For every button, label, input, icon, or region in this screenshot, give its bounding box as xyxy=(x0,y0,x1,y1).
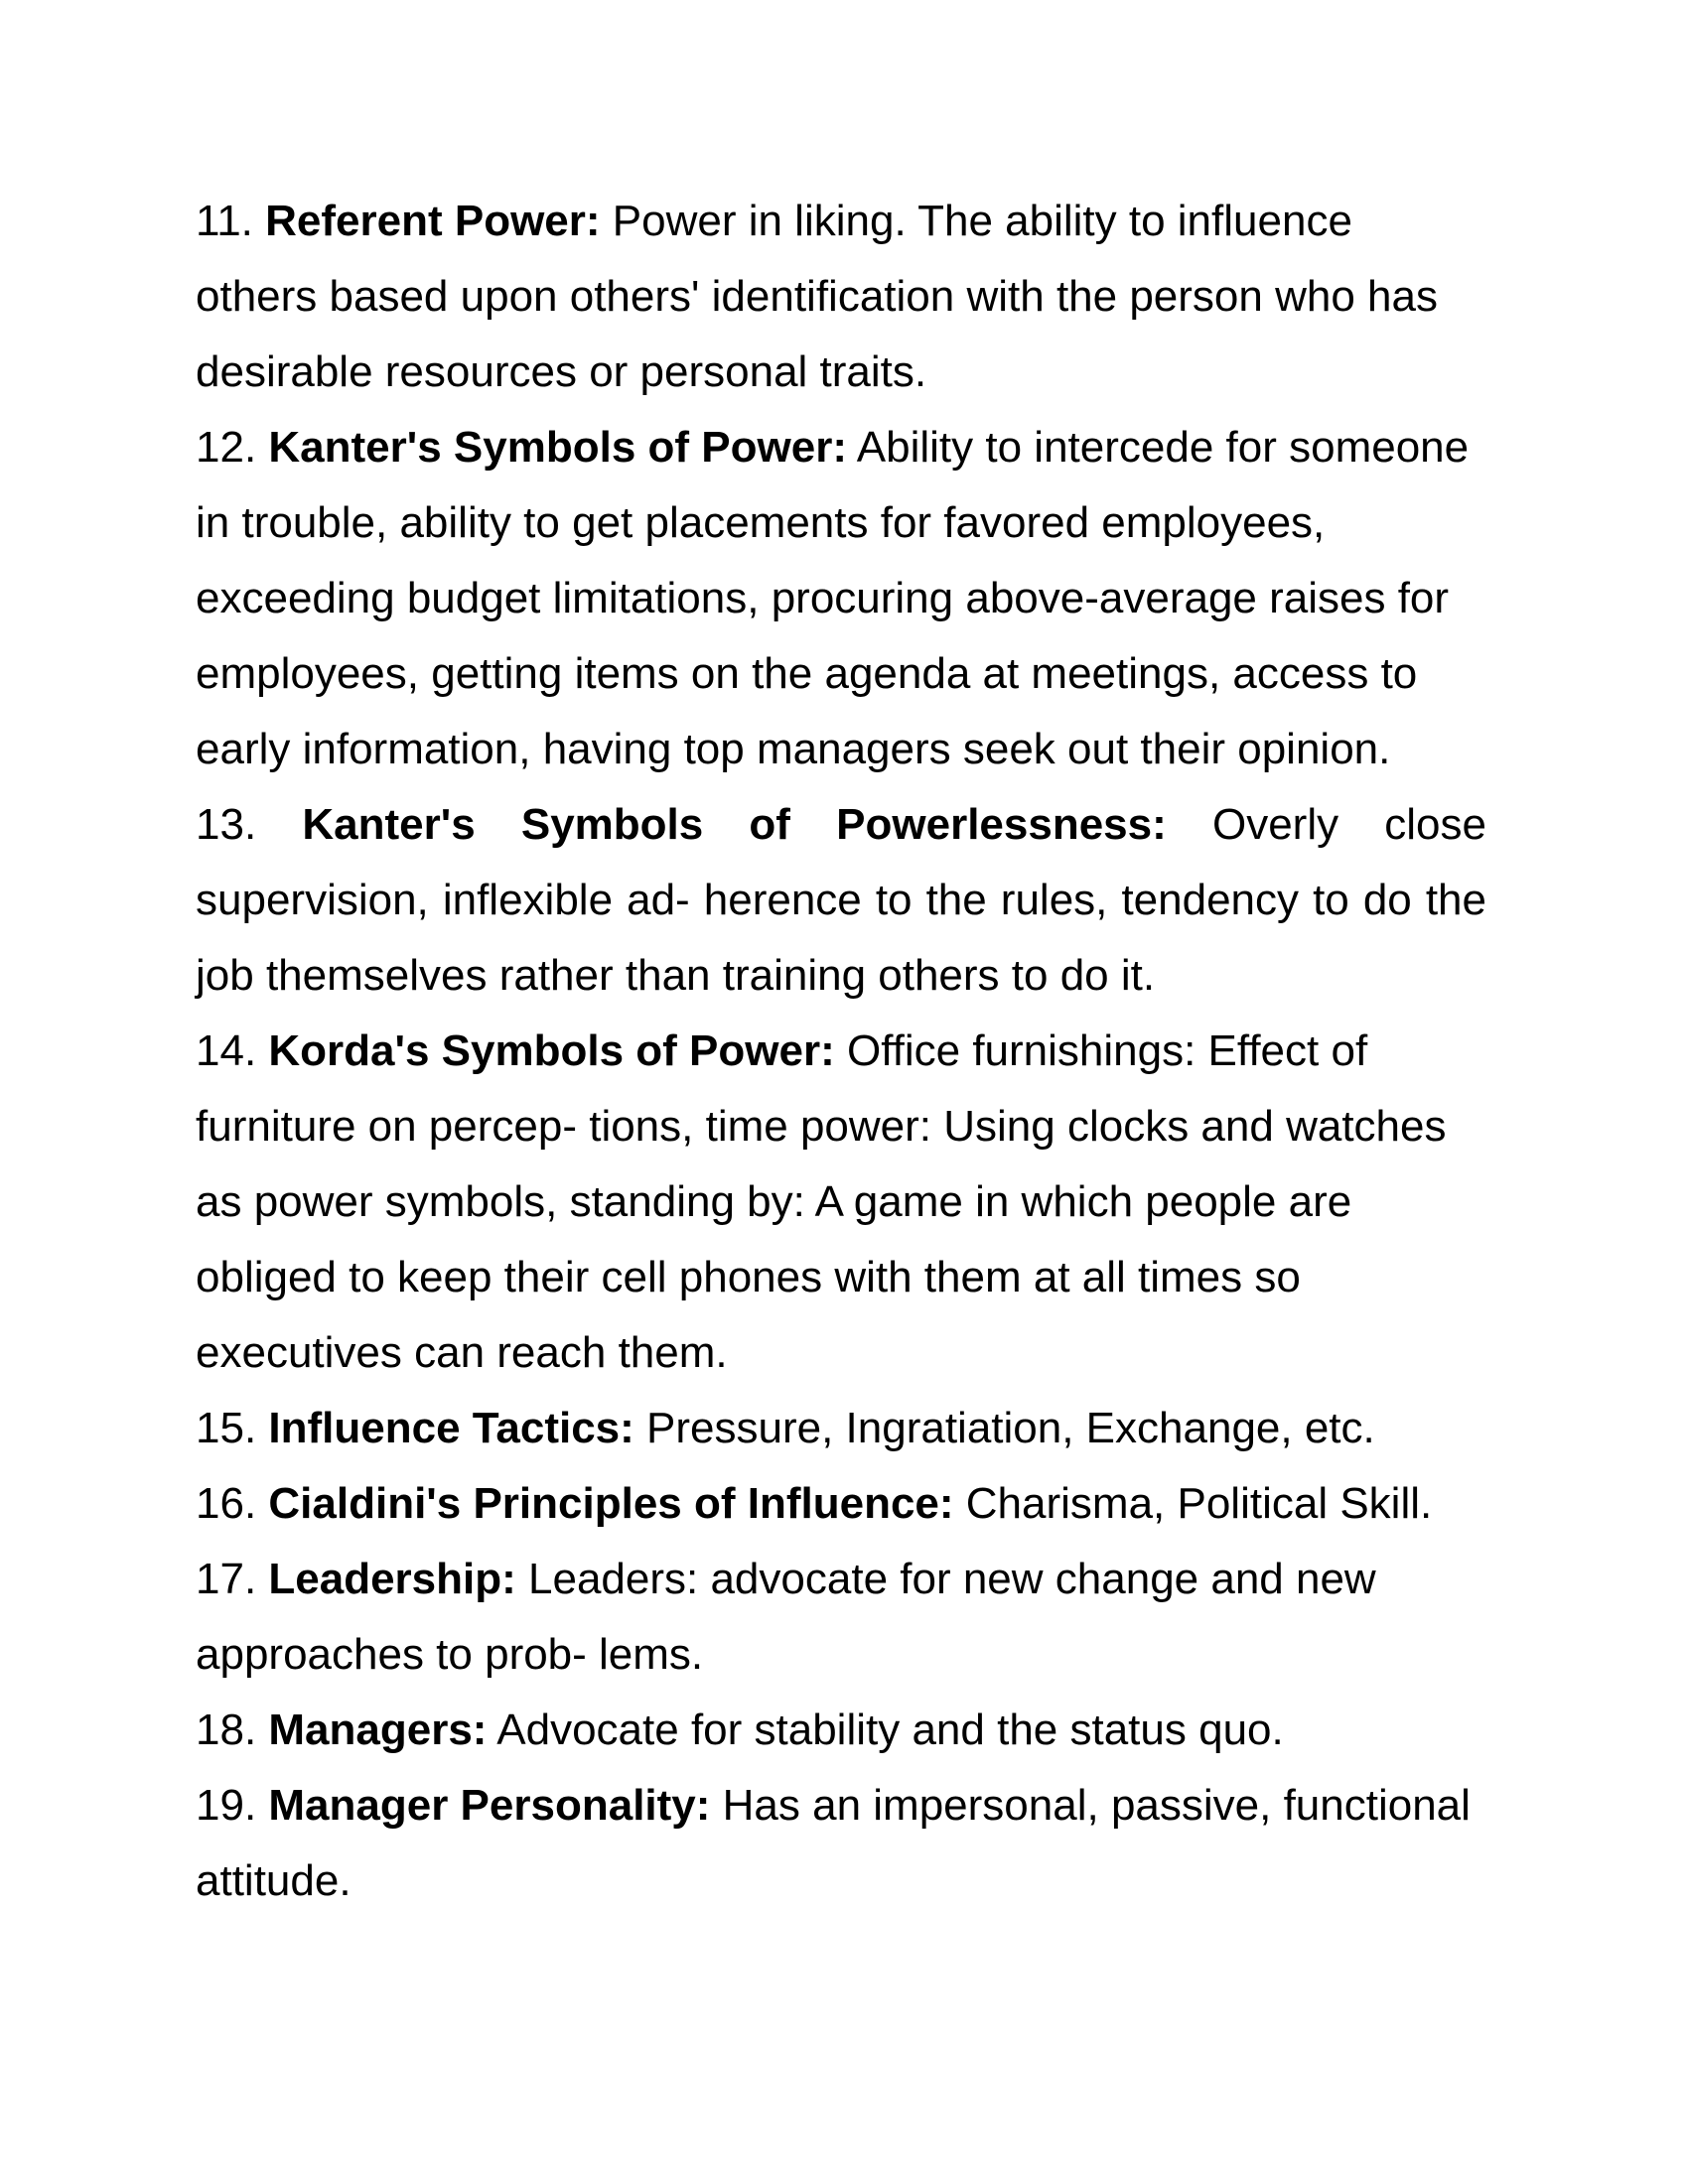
text-line xyxy=(196,1164,1486,1240)
term-label: Manager Personality: xyxy=(268,1781,711,1830)
list-item-16 xyxy=(196,1466,1486,1542)
body-text: supervision, inflexible ad- herence to the rules, tendency to do the xyxy=(196,876,1486,924)
text-line xyxy=(196,1466,1486,1542)
body-text: 13. xyxy=(196,800,303,849)
body-text: 16. xyxy=(196,1479,269,1528)
body-text: exceeding budget limitations, procuring above-average raises for xyxy=(196,574,1450,622)
term-label: Referent Power: xyxy=(265,197,601,245)
text-line xyxy=(196,259,1486,335)
text-line xyxy=(196,1391,1486,1466)
body-text: Overly close xyxy=(1166,800,1486,849)
body-text: Has an impersonal, passive, functional xyxy=(710,1781,1471,1830)
body-text: 19. xyxy=(196,1781,269,1830)
text-line xyxy=(196,863,1486,938)
body-text: Ability to intercede for someone xyxy=(846,423,1470,472)
list-item-11 xyxy=(196,184,1486,410)
body-text: employees, getting items on the agenda at meetings, access to xyxy=(196,649,1418,698)
body-text: Advocate for stability and the status quo. xyxy=(487,1706,1284,1754)
body-text: approaches to prob- lems. xyxy=(196,1630,704,1679)
list-item-15 xyxy=(196,1391,1486,1466)
text-line xyxy=(196,1240,1486,1315)
text-line xyxy=(196,712,1486,787)
text-line xyxy=(196,184,1486,259)
text-line xyxy=(196,1542,1486,1617)
text-line xyxy=(196,1768,1486,1843)
list-item-12 xyxy=(196,410,1486,787)
text-line xyxy=(196,410,1486,485)
body-text: 18. xyxy=(196,1706,269,1754)
text-line xyxy=(196,1014,1486,1089)
text-line xyxy=(196,1617,1486,1693)
term-label: Influence Tactics: xyxy=(268,1404,634,1452)
body-text: job themselves rather than training others to do it. xyxy=(196,951,1156,1000)
body-text: Power in liking. The ability to influence xyxy=(600,197,1352,245)
text-line xyxy=(196,335,1486,410)
body-text: in trouble, ability to get placements for favored employees, xyxy=(196,498,1326,547)
list-item-14 xyxy=(196,1014,1486,1391)
list-item-13 xyxy=(196,787,1486,1014)
text-line xyxy=(196,636,1486,712)
list-item-19 xyxy=(196,1768,1486,1919)
body-text: 14. xyxy=(196,1026,269,1075)
body-text: others based upon others' identification with the person who has xyxy=(196,272,1438,321)
body-text: attitude. xyxy=(196,1856,352,1905)
text-line xyxy=(196,938,1486,1014)
body-text: Office furnishings: Effect of xyxy=(834,1026,1368,1075)
text-line xyxy=(196,561,1486,636)
body-text: 17. xyxy=(196,1555,269,1603)
term-label: Kanter's Symbols of Power: xyxy=(268,423,847,472)
text-line xyxy=(196,485,1486,561)
term-label: Cialdini's Principles of Influence: xyxy=(268,1479,954,1528)
body-text: 12. xyxy=(196,423,269,472)
text-line xyxy=(196,1843,1486,1919)
text-line xyxy=(196,787,1486,863)
term-label: Leadership: xyxy=(268,1555,516,1603)
list-item-18 xyxy=(196,1693,1486,1768)
text-line xyxy=(196,1693,1486,1768)
term-label: Kanter's Symbols of Powerlessness: xyxy=(302,800,1167,849)
body-text: executives can reach them. xyxy=(196,1328,728,1377)
term-label: Managers: xyxy=(268,1706,488,1754)
body-text: Leaders: advocate for new change and new xyxy=(515,1555,1376,1603)
body-text: Charisma, Political Skill. xyxy=(953,1479,1433,1528)
list-item-17 xyxy=(196,1542,1486,1693)
body-text: as power symbols, standing by: A game in which people are xyxy=(196,1177,1352,1226)
body-text: 15. xyxy=(196,1404,269,1452)
text-line xyxy=(196,1089,1486,1164)
text-block xyxy=(196,184,1486,1919)
text-line xyxy=(196,1315,1486,1391)
body-text: obliged to keep their cell phones with them at all times so xyxy=(196,1253,1301,1301)
body-text: desirable resources or personal traits. xyxy=(196,347,927,396)
body-text: furniture on percep- tions, time power: Using clocks and watches xyxy=(196,1102,1447,1151)
term-label: Korda's Symbols of Power: xyxy=(268,1026,835,1075)
body-text: 11. xyxy=(196,197,266,245)
body-text: Pressure, Ingratiation, Exchange, etc. xyxy=(633,1404,1375,1452)
body-text: early information, having top managers seek out their opinion. xyxy=(196,725,1391,773)
